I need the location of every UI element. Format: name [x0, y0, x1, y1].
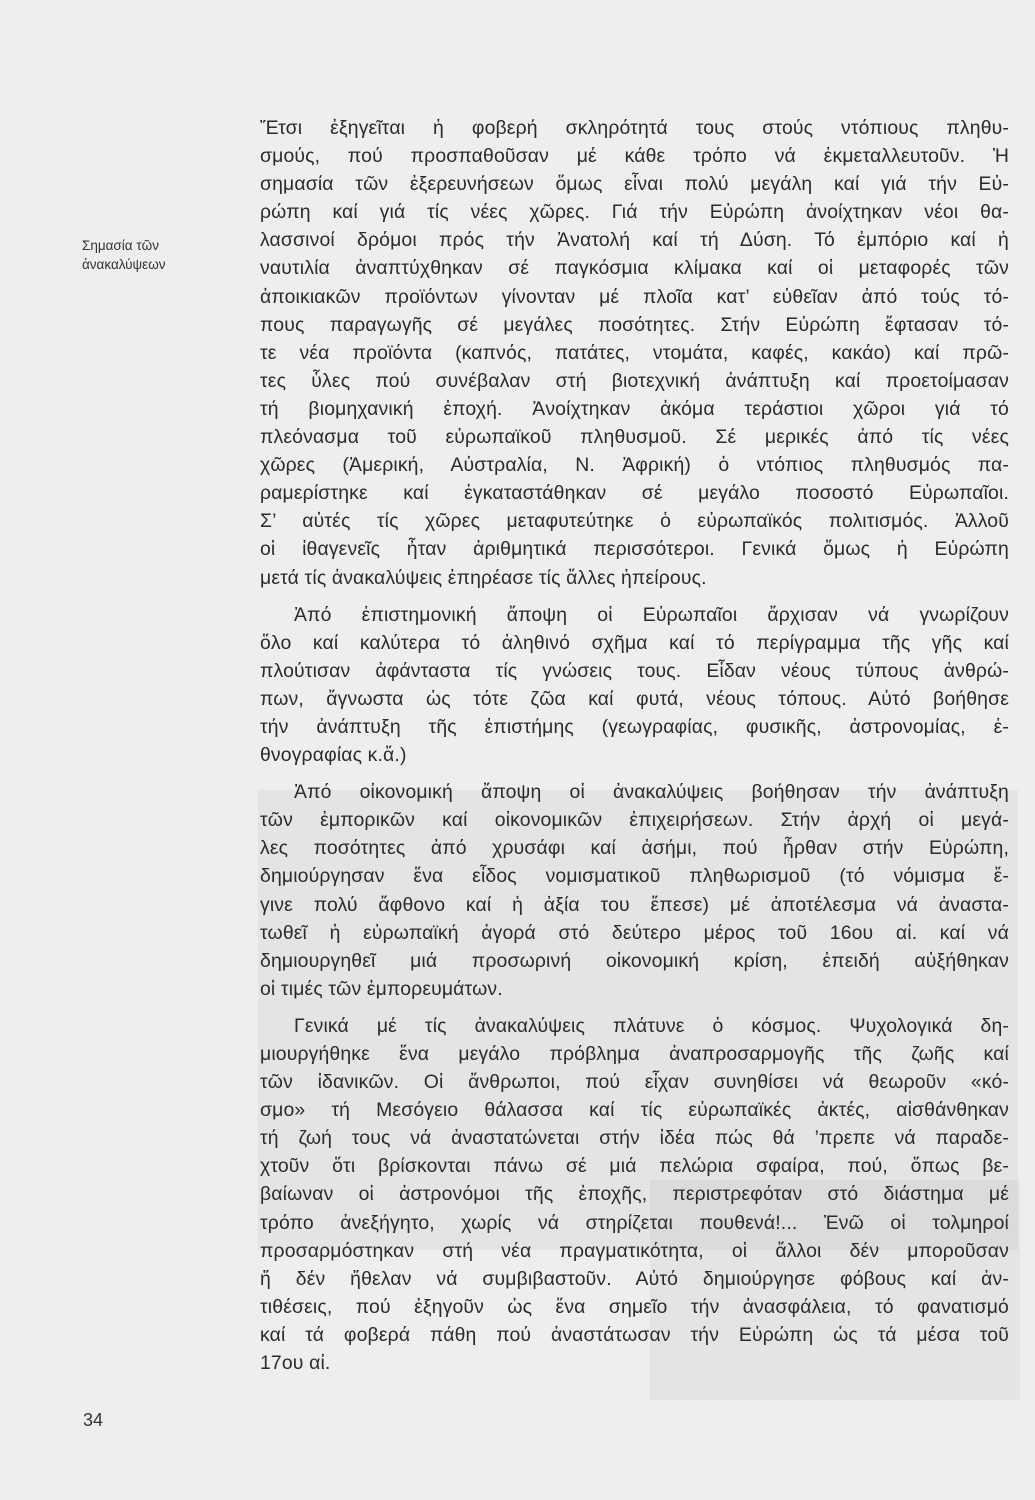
text-line: ρώπη καί γιά τίς νέες χῶρες. Γιά τήν Εὐρώπη ἀνοίχτηκαν νέοι θα-: [260, 201, 1009, 224]
text-line: πους παραγωγῆς σέ μεγάλες ποσότητες. Στήν Εὐρώπη ἔφτασαν τό-: [260, 313, 1009, 336]
text-line: τῶν ἐμπορικῶν καί οἰκονομικῶν ἐπιχειρήσεων. Στήν ἀρχή οἱ μεγά-: [260, 809, 1009, 832]
text-line: Ἔτσι ἐξηγεῖται ἡ φοβερή σκληρότητά τους στούς ντόπιους πληθυ-: [260, 117, 1009, 139]
text-line: καί τά φοβερά πάθη πού ἀναστάτωσαν τήν Εὐρώπη ὡς τά μέσα τοῦ: [260, 1323, 1009, 1346]
text-line: Γενικά μέ τίς ἀνακαλύψεις πλάτυνε ὁ κόσμος. Ψυχολογικά δη-: [294, 1014, 1009, 1037]
text-line: πλούτισαν ἀφάνταστα τίς γνώσεις τους. Εἶδαν νέους τύπους ἀνθρώ-: [260, 659, 1009, 682]
text-line: τή ζωή τους νά ἀναστατώνεται στήν ἰδέα πώς θά ’πρεπε νά παραδε-: [260, 1127, 1009, 1150]
text-line: σμο» τή Μεσόγειο θάλασσα καί τίς εὐρωπαϊκές ἀκτές, αἰσθάνθηκαν: [260, 1099, 1009, 1122]
margin-note-line: ἀνακαλύψεων: [82, 257, 166, 272]
text-line: ραμερίστηκε καί ἐγκαταστάθηκαν σέ μεγάλο ποσοστό Εὐρωπαῖοι.: [260, 482, 1009, 505]
text-line: πων, ἄγνωστα ὡς τότε ζῶα καί φυτά, νέους τόπους. Αὐτό βοήθησε: [260, 687, 1009, 710]
text-line: πλεόνασμα τοῦ εὐρωπαϊκοῦ πληθυσμοῦ. Σέ μερικές ἀπό τίς νέες: [260, 426, 1009, 449]
text-line: τῶν ἰδανικῶν. Οἱ ἄνθρωποι, πού εἶχαν συνηθίσει νά θεωροῦν «κό-: [260, 1071, 1009, 1094]
text-line: τιθέσεις, πού ἐξηγοῦν ὡς ἕνα σημεῖο τήν ἀνασφάλεια, τό φανατισμό: [260, 1295, 1009, 1318]
paragraph: [260, 114, 1009, 592]
text-line: μετά τίς ἀνακαλύψεις ἐπηρέασε τίς ἄλλες ἠπείρους.: [260, 566, 707, 589]
margin-note-line: Σημασία τῶν: [82, 238, 159, 253]
text-line: τή βιομηχανική ἐποχή. Ἀνοίχτηκαν ἀκόμα τεράστιοι χῶροι γιά τό: [260, 397, 1009, 420]
text-line: χῶρες (Ἀμερική, Αὐστραλία, Ν. Ἀφρική) ὁ ντόπιος πληθυσμός πα-: [260, 454, 1009, 477]
text-line: ἤ δέν ἤθελαν νά συμβιβαστοῦν. Αὐτό δημιούργησε φόβους καί ἀν-: [260, 1267, 1009, 1290]
text-line: Σ’ αὐτές τίς χῶρες μεταφυτεύτηκε ὁ εὐρωπαϊκός πολιτισμός. Ἀλλοῦ: [260, 510, 1009, 533]
margin-note: [82, 236, 232, 274]
text-line: τρόπο ἀνεξήγητο, χωρίς νά στηρίζεται πουθενά!... Ἐνῶ οἱ τολμηροί: [260, 1211, 1009, 1234]
text-line: σμούς, πού προσπαθοῦσαν μέ κάθε τρόπο νά ἐκμεταλλευτοῦν. Ἡ: [260, 145, 1009, 168]
page-number: 34: [83, 1410, 104, 1430]
text-line: θνογραφίας κ.ἄ.): [260, 744, 407, 767]
text-line: μιουργήθηκε ἕνα μεγάλο πρόβλημα ἀναπροσαρμογῆς τῆς ζωῆς καί: [260, 1043, 1009, 1065]
text-line: δημιούργησαν ἕνα εἶδος νομισματικοῦ πληθωρισμοῦ (τό νόμισμα ἔ-: [260, 865, 1009, 888]
text-line: χτοῦν ὅτι βρίσκονται πάνω σέ μιά πελώρια σφαίρα, πού, ὅπως βε-: [260, 1155, 1009, 1178]
text-line: σημασία τῶν ἐξερευνήσεων ὅμως εἶναι πολύ μεγάλη καί γιά τήν Εὐ-: [260, 173, 1009, 196]
text-line: Ἀπό οἰκονομική ἄποψη οἱ ἀνακαλύψεις βοήθησαν τήν ἀνάπτυξη: [294, 781, 1009, 804]
text-line: λασσινοί δρόμοι πρός τήν Ἀνατολή καί τή Δύση. Τό ἐμπόριο καί ἡ: [260, 229, 1009, 252]
text-line: οἱ τιμές τῶν ἐμπορευμάτων.: [260, 977, 503, 1000]
text-line: τήν ἀνάπτυξη τῆς ἐπιστήμης (γεωγραφίας, φυσικῆς, ἀστρονομίας, ἐ-: [260, 715, 1009, 738]
text-line: ἀποικιακῶν προϊόντων γίνονταν μέ πλοῖα κατ’ εὐθεῖαν ἀπό τούς τό-: [260, 285, 1009, 308]
text-line: βαίωναν οἱ ἀστρονόμοι τῆς ἐποχῆς, περιστρεφόταν στό διάστημα μέ: [260, 1183, 1009, 1206]
text-line: λες ποσότητες ἀπό χρυσάφι καί ἀσήμι, πού ἦρθαν στήν Εὐρώπη,: [260, 837, 1009, 860]
text-line: ναυτιλία ἀναπτύχθηκαν σέ παγκόσμια κλίμακα καί οἱ μεταφορές τῶν: [260, 257, 1009, 280]
paragraph: [260, 1012, 1009, 1377]
text-line: τωθεῖ ἡ εὐρωπαϊκή ἀγορά στό δεύτερο μέρος τοῦ 16ου αἰ. καί νά: [260, 921, 1009, 944]
main-text: [260, 114, 1009, 1377]
text-line: οἱ ἰθαγενεῖς ἦταν ἀριθμητικά περισσότεροι. Γενικά ὅμως ἡ Εὐρώπη: [260, 538, 1009, 561]
text-line: δημιουργηθεῖ μιά προσωρινή οἰκονομική κρίση, ἐπειδή αὐξήθηκαν: [260, 949, 1009, 972]
text-line: Ἀπό ἐπιστημονική ἄποψη οἱ Εὐρωπαῖοι ἄρχισαν νά γνωρίζουν: [294, 603, 1009, 626]
text-line: ὅλο καί καλύτερα τό ἀληθινό σχῆμα καί τό περίγραμμα τῆς γῆς καί: [260, 631, 1009, 654]
text-line: τε νέα προϊόντα (καπνός, πατάτες, ντομάτα, καφές, κακάο) καί πρῶ-: [260, 341, 1009, 364]
paragraph: [260, 601, 1009, 770]
text-line: 17ου αἰ.: [260, 1352, 331, 1375]
text-line: γινε πολύ ἄφθονο καί ἡ ἀξία του ἔπεσε) μέ ἀποτέλεσμα νά ἀναστα-: [260, 893, 1009, 916]
paragraph: [260, 778, 1009, 1003]
text-line: προσαρμόστηκαν στή νέα πραγματικότητα, οἱ ἄλλοι δέν μποροῦσαν: [260, 1239, 1009, 1262]
text-line: τες ὗλες πού συνέβαλαν στή βιοτεχνική ἀνάπτυξη καί προετοίμασαν: [260, 369, 1009, 392]
